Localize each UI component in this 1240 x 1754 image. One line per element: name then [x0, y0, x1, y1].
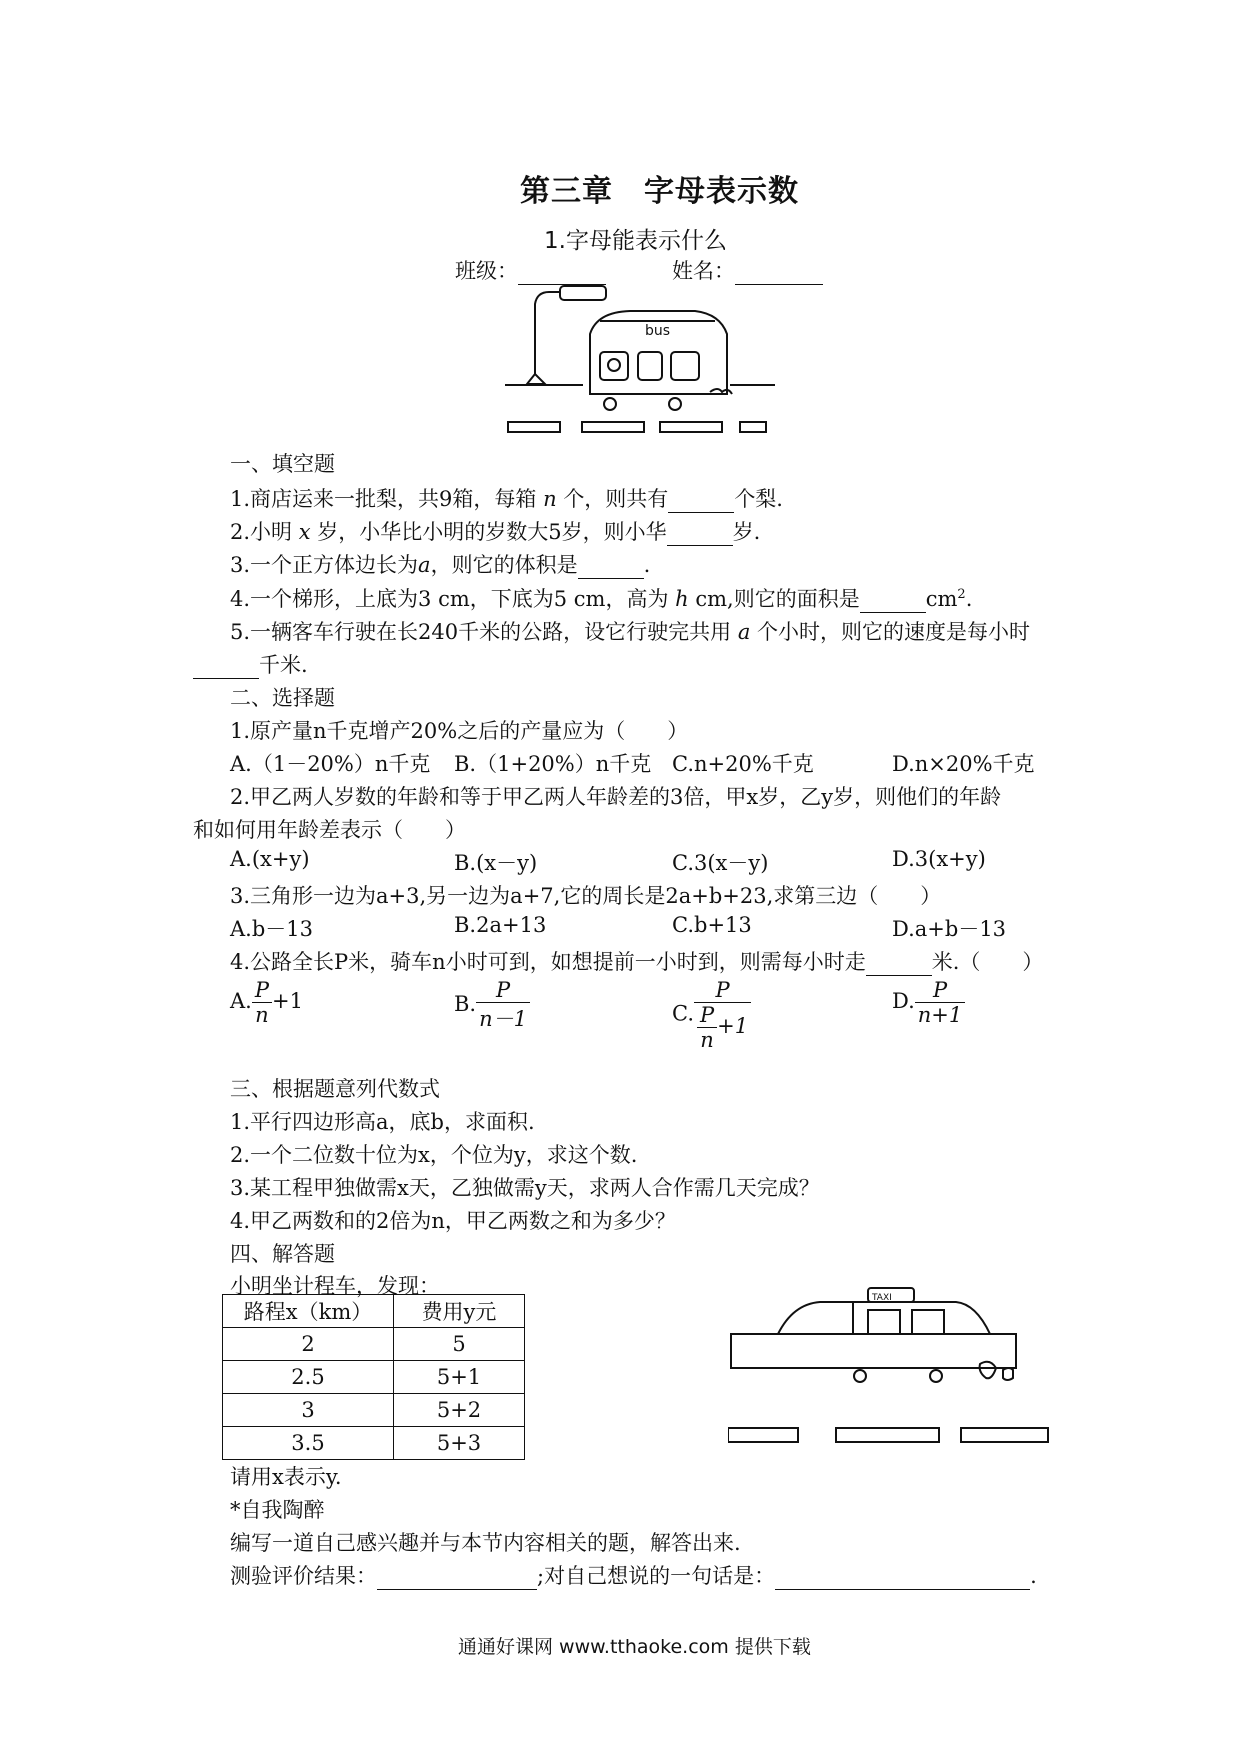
fill-q1 — [230, 483, 783, 513]
choice-q3-option-a[interactable]: A.b－13 — [230, 917, 314, 941]
choice-q2-line2: 和如何用年龄差表示（ ） — [193, 818, 466, 842]
lesson-title: 1.字母能表示什么 — [544, 228, 727, 254]
choice-q3-option-c[interactable]: C.b+13 — [672, 913, 752, 937]
table-header-cost: 费用y元 — [394, 1295, 525, 1328]
taxi-sign-text: TAXI — [872, 1293, 892, 1303]
choice-q1-option-c[interactable]: C.n+20%千克 — [672, 752, 814, 776]
choice-q4-blank[interactable] — [866, 953, 932, 976]
fraction-a-num: P — [254, 978, 269, 1002]
choice-q3-option-d[interactable]: D.a+b－13 — [892, 917, 1007, 941]
table-row — [223, 1361, 525, 1394]
fill-q2-text-a: 2.小明 — [230, 520, 293, 544]
fill-q3-blank[interactable] — [578, 556, 644, 579]
fill-q1-blank[interactable] — [668, 490, 734, 513]
fraction-a-tail: +1 — [271, 989, 303, 1013]
table-cell: 2 — [223, 1328, 394, 1361]
fill-q1-text-a: 1.商店运来一批梨，共9箱，每箱 — [230, 487, 537, 511]
table-cell: 3 — [223, 1394, 394, 1427]
fraction-b-den: n－1 — [479, 1007, 527, 1031]
fill-q5-blank[interactable] — [193, 656, 259, 679]
choice-q3-option-b[interactable]: B.2a+13 — [454, 913, 547, 937]
fill-q4-var: h — [675, 587, 689, 611]
fill-q3-text-a: 3.一个正方体边长为 — [230, 553, 419, 577]
table-cell: 5+1 — [394, 1361, 525, 1394]
self-heading: *自我陶醉 — [230, 1498, 325, 1522]
choice-q2-option-d[interactable]: D.3(x+y) — [892, 847, 986, 871]
fill-q5-text-b: 个小时，则它的速度是每小时 — [757, 620, 1031, 644]
fraction-d-den: n+1 — [917, 1003, 963, 1027]
fill-q5-line2 — [193, 649, 308, 679]
section1-heading: 一、填空题 — [230, 452, 335, 476]
option-a-label: A. — [230, 989, 252, 1013]
fill-q4-unit-sup: 2 — [957, 587, 966, 602]
choice-q2-option-a[interactable]: A.(x+y) — [230, 847, 310, 871]
name-label: 姓名： — [672, 259, 735, 283]
footer-text: 通通好课网 www.tthaoke.com 提供下载 — [458, 1636, 811, 1658]
eval-end: . — [1030, 1564, 1037, 1588]
choice-q2-option-c[interactable]: C.3(x－y) — [672, 851, 769, 875]
choice-q2-option-b[interactable]: B.(x－y) — [454, 851, 538, 875]
choice-q1-option-b[interactable]: B.（1+20%）n千克 — [454, 752, 652, 776]
table-cell: 5+3 — [394, 1427, 525, 1460]
choice-q4-option-b[interactable] — [454, 978, 530, 1033]
fare-table — [222, 1294, 525, 1460]
section3-heading: 三、根据题意列代数式 — [230, 1077, 440, 1101]
choice-q4-option-a[interactable] — [230, 978, 303, 1027]
fill-q3-text-c: . — [643, 553, 651, 577]
fraction-b-num: P — [476, 978, 530, 1003]
bus-sign-text: bus — [645, 323, 671, 339]
fill-q2-text-c: 岁. — [732, 520, 761, 544]
fraction-c-inner-num: P — [697, 1003, 717, 1028]
fill-q5-var: a — [737, 620, 751, 644]
fill-q2-var: x — [298, 520, 311, 544]
name-blank[interactable] — [735, 262, 823, 285]
choice-q1: 1.原产量n千克增产20%之后的产量应为（ ） — [230, 719, 689, 743]
expr-q4: 4.甲乙两数和的2倍为n，甲乙两数之和为多少？ — [230, 1209, 676, 1233]
table-cell: 5 — [394, 1328, 525, 1361]
fraction-c-den — [694, 1003, 751, 1052]
bus-illustration — [505, 284, 775, 436]
eval-self-note-blank[interactable] — [775, 1567, 1030, 1590]
table-row — [223, 1394, 525, 1427]
fraction-c-inner-tail: +1 — [717, 1014, 749, 1038]
fraction-c-inner — [697, 1003, 717, 1052]
option-b-label: B. — [454, 992, 477, 1016]
taxi-illustration — [728, 1282, 1058, 1446]
fill-q4 — [230, 583, 972, 613]
expr-q1: 1.平行四边形高a，底b，求面积. — [230, 1110, 535, 1134]
fraction-c — [694, 978, 751, 1052]
fraction-a — [252, 978, 272, 1027]
choice-q4-option-c[interactable] — [672, 978, 751, 1052]
choice-q4-option-d[interactable] — [892, 978, 965, 1027]
self-text: 编写一道自己感兴趣并与本节内容相关的题，解答出来. — [230, 1531, 741, 1555]
fill-q4-blank[interactable] — [860, 590, 926, 613]
fill-q5-text-c: 千米. — [259, 653, 308, 677]
fill-q2-blank[interactable] — [667, 523, 733, 546]
fill-q5-text-a: 5.一辆客车行驶在长240千米的公路，设它行驶完共用 — [230, 620, 732, 644]
option-c-label: C. — [672, 1001, 694, 1026]
choice-q4-text-a: 4.公路全长P米，骑车n小时可到，如想提前一小时到，则需每小时走 — [230, 950, 866, 974]
table-row — [223, 1328, 525, 1361]
chapter-title: 第三章 字母表示数 — [520, 174, 799, 209]
fill-q5-line1 — [230, 616, 1030, 646]
choice-q1-option-a[interactable]: A.（1－20%）n千克 — [230, 752, 431, 776]
fill-q4-unit: cm — [925, 587, 958, 611]
choice-q3: 3.三角形一边为a+3,另一边为a+7,它的周长是2a+b+23,求第三边（ ） — [230, 884, 942, 908]
fraction-d — [915, 978, 965, 1027]
fill-q3 — [230, 549, 650, 579]
expr-q3: 3.某工程甲独做需x天，乙独做需y天，求两人合作需几天完成？ — [230, 1176, 820, 1200]
eval-mid-label: ;对自己想说的一句话是： — [537, 1564, 776, 1588]
fraction-b — [476, 978, 530, 1033]
table-cell: 2.5 — [223, 1361, 394, 1394]
fill-q4-text-d: . — [965, 587, 973, 611]
choice-q2-line1: 2.甲乙两人岁数的年龄和等于甲乙两人年龄差的3倍，甲x岁，乙y岁，则他们的年龄 — [230, 785, 1002, 809]
choice-q1-option-d[interactable]: D.n×20%千克 — [892, 752, 1035, 776]
class-label: 班级： — [455, 259, 518, 283]
fraction-c-num: P — [694, 978, 751, 1003]
fill-q4-text-a: 4.一个梯形，上底为3 cm，下底为5 cm，高为 — [230, 587, 669, 611]
fill-q1-text-c: 个梨. — [734, 487, 783, 511]
option-d-label: D. — [892, 989, 915, 1013]
taxi-intro: 小明坐计程车，发现： — [230, 1274, 440, 1298]
fill-q2 — [230, 516, 760, 546]
choice-q4-text-b: 米.（ ） — [931, 950, 1044, 974]
fill-q4-text-b: cm,则它的面积是 — [695, 587, 860, 611]
fill-q1-var: n — [543, 487, 557, 511]
class-blank[interactable] — [518, 262, 606, 285]
name-field — [672, 255, 823, 285]
class-field — [455, 255, 606, 285]
fill-q3-text-b: ，则它的体积是 — [430, 553, 578, 577]
choice-q4 — [230, 946, 1043, 976]
fraction-a-den: n — [252, 1002, 272, 1027]
table-cell: 5+2 — [394, 1394, 525, 1427]
table-header-row — [223, 1295, 525, 1328]
fill-q2-text-b: 岁，小华比小明的岁数大5岁，则小华 — [317, 520, 667, 544]
fraction-c-inner-den: n — [700, 1028, 714, 1052]
table-cell: 3.5 — [223, 1427, 394, 1460]
fraction-d-num: P — [915, 978, 965, 1003]
section4-heading: 四、解答题 — [230, 1242, 335, 1266]
eval-result-blank[interactable] — [377, 1567, 537, 1590]
evaluation-line — [230, 1560, 1037, 1590]
taxi-prompt: 请用x表示y. — [230, 1465, 342, 1489]
table-header-distance: 路程x（km） — [223, 1295, 394, 1328]
section2-heading: 二、选择题 — [230, 686, 335, 710]
expr-q2: 2.一个二位数十位为x，个位为y，求这个数. — [230, 1143, 638, 1167]
table-row — [223, 1427, 525, 1460]
eval-label: 测验评价结果： — [230, 1564, 377, 1588]
fill-q1-text-b: 个，则共有 — [563, 487, 669, 511]
fill-q3-var: a — [418, 553, 431, 577]
